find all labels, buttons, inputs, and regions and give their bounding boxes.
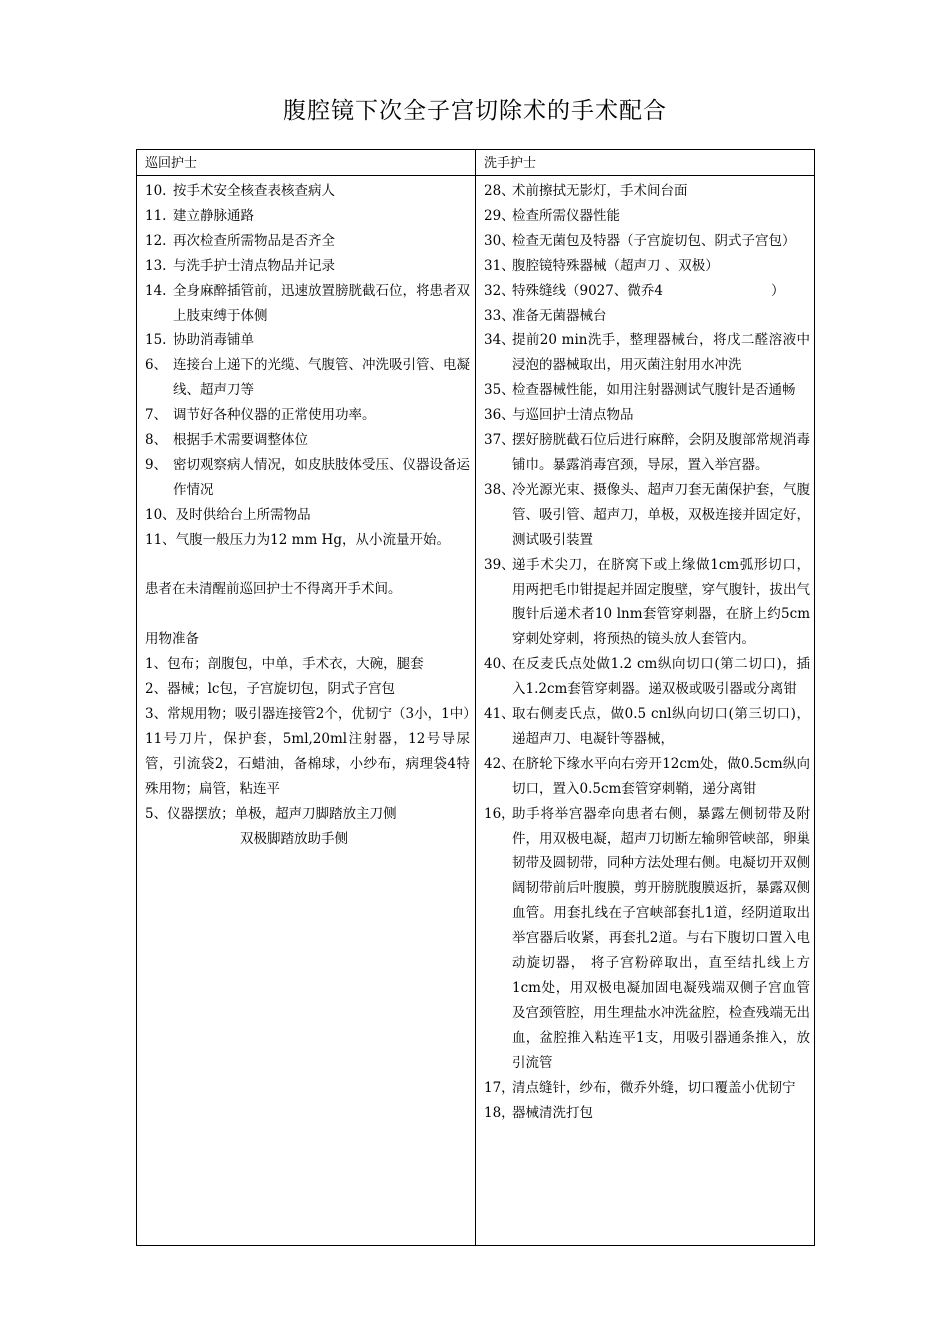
note: 患者在未清醒前巡回护士不得离开手术间。	[145, 581, 402, 598]
list-item: 33、 准备无菌器械台	[484, 307, 607, 324]
supplies-item: 1、包布；剖腹包，中单，手术衣，大碗，腿套	[145, 656, 424, 673]
list-item: 10. 按手术安全核查表核查病人	[145, 183, 335, 199]
procedure-table	[136, 149, 815, 1246]
list-item: 38、 冷光源光束、摄像头、超声刀套无菌保护套，气腹管、吸引管、超声刀，单极，双极连接并固定好，测试吸引装置	[484, 481, 810, 548]
circulating-nurse-column	[145, 179, 470, 851]
list-item: 42、 在脐轮下缘水平向右旁开12cm处，做0.5cm纵向切口，置入0.5cm套管穿刺鞘，递分离钳	[484, 755, 810, 797]
spacer	[145, 553, 470, 578]
supplies-item: 双极脚踏放助手侧	[240, 830, 348, 847]
list-item: 14. 全身麻醉插管前，迅速放置膀胱截石位，将患者双上肢束缚于体侧	[145, 282, 470, 324]
list-item: 35、 检查器械性能，如用注射器测试气腹针是否通畅	[484, 382, 796, 399]
list-item: 41、 取右侧麦氏点，做0.5 cnl纵向切口(第三切口)，递超声刀、电凝针等器械，	[484, 706, 810, 747]
list-item: 30、 检查无菌包及特器（子宫旋切包、阴式子宫包）	[484, 232, 796, 249]
list-item: 16， 助手将举宫器牵向患者右侧，暴露左侧韧带及附件，用双极电凝，超声刀切断左输卵管峡部，卵巢韧带及圆韧带，同种方法处理右侧。电凝切开双侧阔韧带前后叶腹膜，剪开膀胱腹膜返折，暴露双侧血管。用套扎线在子宫峡部套扎1道，经阴道取出举宫器后收紧，再套扎2道。与右下腹切口置入电动旋切器， 将子宫粉碎取出，直至结扎线上方 1cm处，用双极电凝加固电凝残端双侧子宫血管及宫颈管腔，用生理盐水冲洗盆腔，检查残端无出血，盆腔推入粘连平1支，用吸引器通条推入，放引流管	[484, 805, 810, 1071]
list-item: 18， 器械清洗打包	[484, 1104, 593, 1121]
supplies-item: 2、器械；lc包，子宫旋切包，阴式子宫包	[145, 681, 395, 698]
supplies-item: 3、常规用物；吸引器连接管2个，优韧宁（3小，1中）11号刀片，保护套，5ml,20ml注射器，12号导尿管，引流袋2，石蜡油，备棉球，小纱布，病理袋4特殊用物；扁管，粘连平	[145, 706, 470, 797]
list-item: 32、 特殊缝线（9027、微乔4 ）	[484, 282, 785, 299]
list-item: 34、 提前20 min洗手，整理器械台，将戊二醛溶液中浸泡的器械取出，用灭菌注射用水冲洗	[484, 332, 810, 374]
list-item: 39、 递手术尖刀，在脐窝下或上缘做1cm弧形切口，用两把毛巾钳提起并固定腹壁，穿气腹针，拔出气腹针后递术者10 lnm套管穿刺器，在脐上约5cm穿刺处穿刺，将预热的镜头放人套管内。	[484, 556, 810, 648]
page-title: 腹腔镜下次全子宫切除术的手术配合	[283, 98, 667, 124]
list-item: 17， 清点缝针，纱布，微乔外缝，切口覆盖小优韧宁	[484, 1079, 796, 1096]
circulating-nurse-header: 巡回护士	[145, 156, 198, 171]
spacer	[145, 602, 470, 627]
header-rule	[137, 175, 814, 176]
list-item: 29、 检查所需仪器性能	[484, 207, 620, 224]
list-item: 37、 摆好膀胱截石位后进行麻醉，会阴及腹部常规消毒铺巾。暴露消毒宫颈，导尿，置入举宫器。	[484, 432, 810, 473]
supplies-item: 5、仪器摆放；单极，超声刀脚踏放主刀侧	[145, 805, 397, 822]
list-item: 36、 与巡回护士清点物品	[484, 407, 634, 424]
list-item: 11、气腹一般压力为12 mm Hg，从小流量开始。	[145, 531, 450, 548]
scrub-nurse-column	[484, 179, 810, 1125]
supplies-heading: 用物准备	[145, 631, 199, 648]
list-item: 28、 术前擦拭无影灯，手术间台面	[484, 183, 688, 199]
list-item: 9、 密切观察病人情况，如皮肤肢体受压、仪器设备运作情况	[145, 456, 470, 498]
list-item: 8、 根据手术需要调整体位	[145, 432, 308, 449]
list-item: 12. 再次检查所需物品是否齐全	[145, 232, 335, 249]
list-item: 6、 连接台上递下的光缆、气腹管、冲洗吸引管、电凝线、超声刀等	[145, 357, 470, 399]
column-divider	[475, 150, 476, 1245]
list-item: 10、及时供给台上所需物品	[145, 506, 311, 523]
list-item: 11. 建立静脉通路	[145, 207, 254, 224]
list-item: 13. 与洗手护士清点物品并记录	[145, 257, 335, 274]
list-item: 7、 调节好各种仪器的正常使用功率。	[145, 407, 376, 424]
scrub-nurse-header: 洗手护士	[484, 156, 537, 171]
list-item: 15. 协助消毒铺单	[145, 332, 254, 349]
list-item: 40、 在反麦氏点处做1.2 cm纵向切口(第二切口)，插入1.2cm套管穿刺器。递双极或吸引器或分离钳	[484, 656, 810, 698]
list-item: 31、 腹腔镜特殊器械（超声刀 、双极）	[484, 257, 719, 274]
